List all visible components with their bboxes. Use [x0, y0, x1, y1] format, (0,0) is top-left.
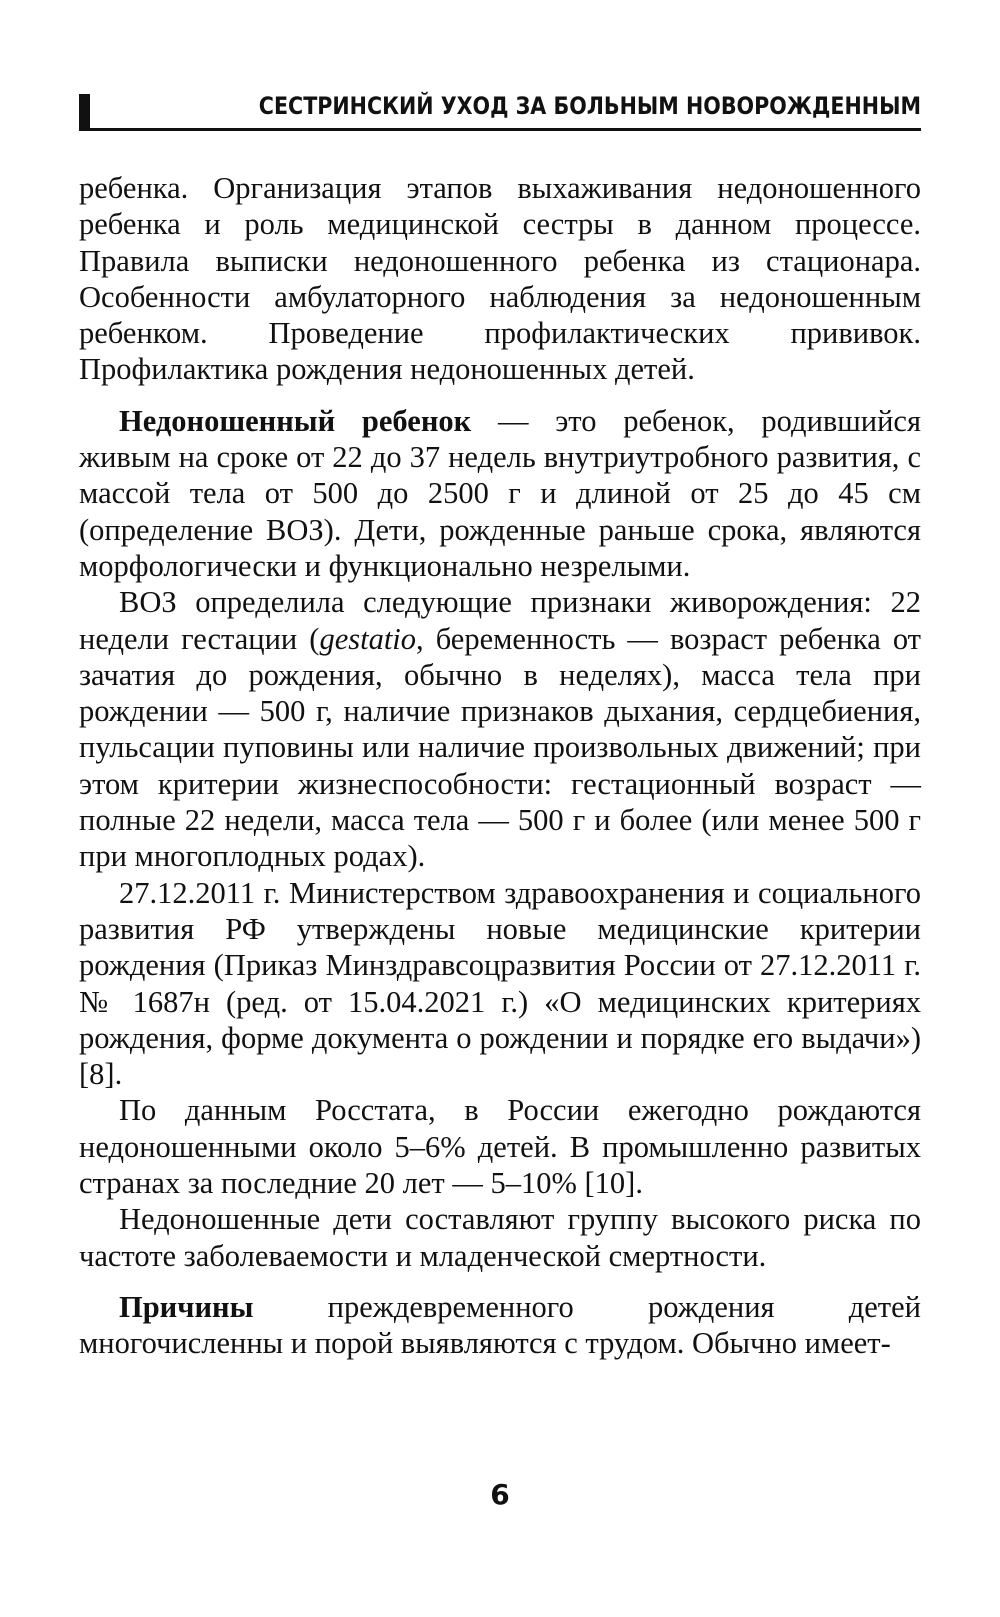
running-title: СЕСТРИНСКИЙ УХОД ЗА БОЛЬНЫМ НОВОРОЖДЕННЫМ [258, 92, 921, 120]
header-rule [79, 128, 921, 131]
header-marker-bar [79, 94, 90, 128]
term-causes: Причины [119, 1289, 254, 1324]
paragraph-4: 27.12.2011 г. Министерством здравоохранения и социального развития РФ утверждены новые медицинские критерии рождения (Приказ Минздравсоцразвития России от 27.12.2011 г. № 1687н (ред. от 15.04.2021 г.) «О медицинских критериях рождения, форме документа о рождении и порядке его выдачи») [8]. [79, 875, 921, 1092]
paragraph-1: ребенка. Организация этапов выхаживания недоношенного ребенка и роль медицинской сестры в данном процессе. Правила выписки недоношенного ребенка из стационара. Особенности амбулаторного наблюдения за недоношенным ребенком. Проведение профилактических прививок. Профилактика рождения недоношенных детей. [79, 171, 921, 387]
paragraph-3-after: , беременность — возраст ребенка от зачатия до рождения, обычно в неделях), масса тела при рождении — 500 г, наличие признаков дыхания, сердцебиения, пульсации пуповины или наличие произвольных движений; при этом критерии жизнеспособности: гестационный возраст — полные 22 недели, масса тела — 500 г и более (или менее 500 г при многоплодных родах). [79, 621, 922, 874]
paragraph-2 [79, 403, 921, 584]
paragraph-3-before: ВОЗ определила следующие признаки живорождения: 22 недели гестации ( [79, 585, 921, 656]
latin-term: gestatio [319, 621, 417, 656]
running-header [79, 80, 921, 128]
paragraph-3 [79, 584, 921, 874]
paragraph-5: По данным Росстата, в России ежегодно рождаются недоношенными около 5–6% детей. В промышленно развитых странах за последние 20 лет — 5–10% [10]. [79, 1093, 921, 1201]
page-number: 6 [490, 1478, 510, 1511]
paragraph-2-text: — это ребенок, родившийся живым на сроке от 22 до 37 недель внутриутробного развития, с массой тела от 500 до 2500 г и длиной от 25 до 45 см (определение ВОЗ). Дети, рожденные раньше срока, являются морфологически и функционально незрелыми. [79, 403, 921, 583]
paragraph-6: Недоношенные дети составляют группу высокого риска по частоте заболеваемости и младенческой смертности. [79, 1202, 921, 1273]
paragraph-7 [79, 1289, 921, 1362]
body-text [79, 170, 921, 1362]
paragraph-7-text: преждевременного рождения детей многочисленны и порой выявляются с трудом. Обычно имеет- [79, 1289, 921, 1361]
term-premature-child: Недоношенный ребенок [119, 403, 472, 438]
